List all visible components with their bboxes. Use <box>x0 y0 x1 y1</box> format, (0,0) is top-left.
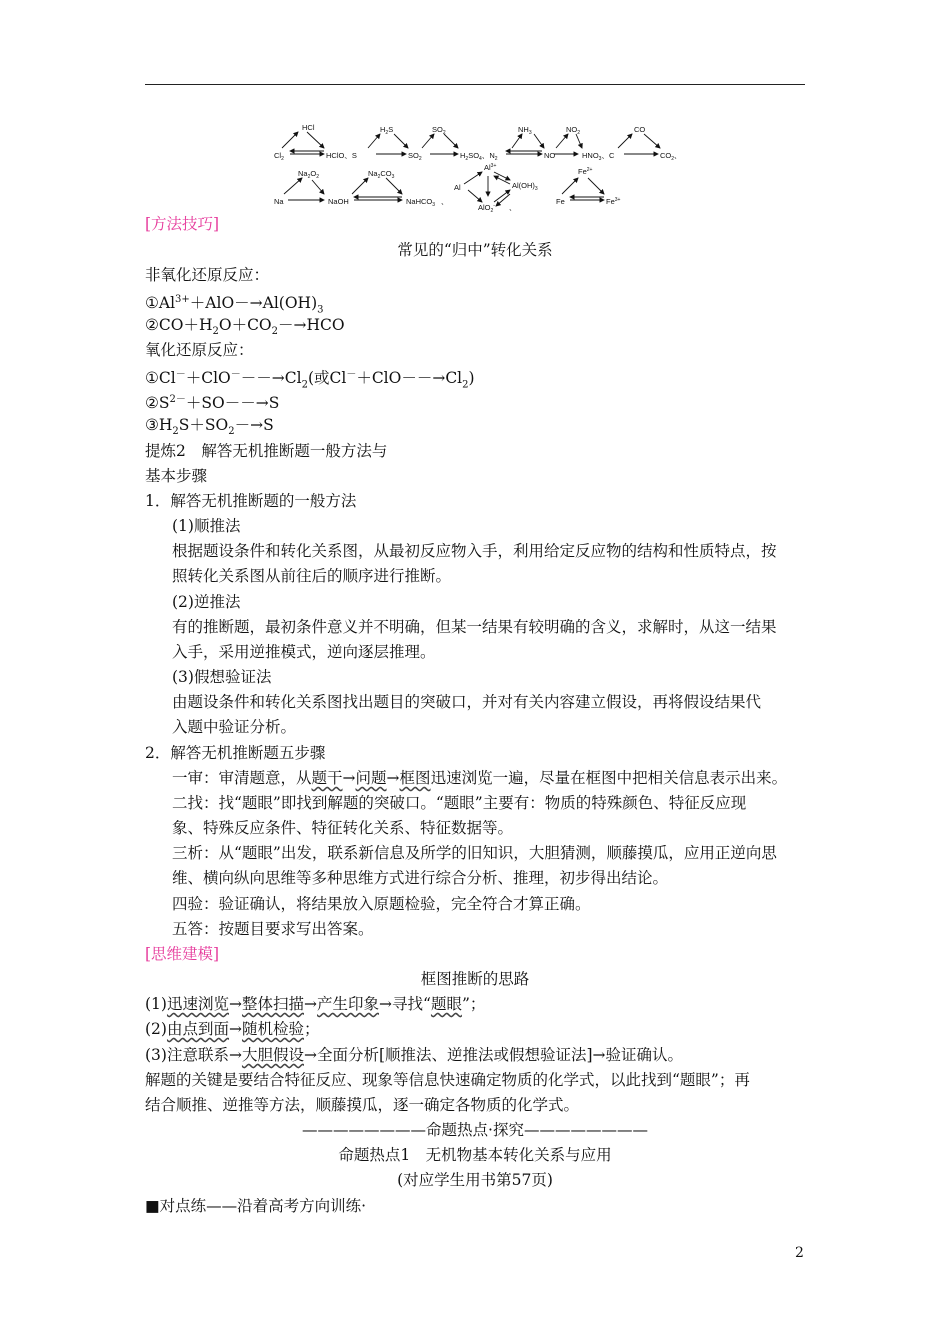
diagram-label: Al <box>454 183 461 192</box>
thinking-model-tag: [思维建模] <box>145 945 220 963</box>
diagram-label: $H_2SO_4$、$N_2$ <box>460 151 498 162</box>
diagram-label: $SO_2$ <box>408 151 422 162</box>
text-line: 提炼2 解答无机推断题一般方法与 <box>145 442 388 460</box>
diagram-label: HClO、S <box>326 151 357 160</box>
text-line: (2)由点到面→随机检验； <box>145 1020 320 1038</box>
diagram-label: $NH_3$ <box>518 125 532 136</box>
diagram-label: AlO$_2$- 、 <box>478 203 517 214</box>
text-line: ■对点练——沿着高考方向训练· <box>145 1197 367 1215</box>
equation-line: $②S^{2-}+SO--\to S$ <box>145 394 280 413</box>
diagram-label: Na <box>274 197 284 206</box>
text-line: 五答：按题目要求写出答案。 <box>172 920 374 938</box>
text-line: 结合顺推、逆推等方法，顺藤摸瓜，逐一确定各物质的化学式。 <box>145 1096 580 1114</box>
header-rule <box>145 84 805 85</box>
text-line: 三析：从“题眼”出发，联系新信息及所学的旧知识，大胆猜测，顺藤摸瓜，应用正逆向思 <box>172 844 777 862</box>
diagram-label: $SO_2$ <box>432 125 446 136</box>
text-line: (2)逆推法 <box>172 593 241 611</box>
text-line: 基本步骤 <box>145 467 208 485</box>
diagram-label: $Fe^{2+}$ <box>578 167 593 176</box>
text-line: (1)迅速浏览→整体扫描→产生印象→寻找“题眼”； <box>145 995 486 1013</box>
text-line: 根据题设条件和转化关系图，从最初反应物入手，利用给定反应物的结构和性质特点，按 <box>172 542 777 560</box>
text-line: 2．解答无机推断题五步骤 <box>145 744 326 762</box>
text-line: 非氧化还原反应： <box>145 266 270 284</box>
page-number: 2 <box>795 1245 804 1261</box>
diagram-label: $Al^{3+}$ <box>484 163 497 172</box>
text-line: 解题的关键是要结合特征反应、现象等信息快速确定物质的化学式，以此找到“题眼”；再 <box>145 1071 750 1089</box>
text-line: (1)顺推法 <box>172 517 241 535</box>
text-line: 维、横向纵向思维等多种思维方式进行综合分析、推理，初步得出结论。 <box>172 869 669 887</box>
book-reference: (对应学生用书第57页) <box>397 1171 553 1189</box>
diagram-label: NaOH <box>328 197 349 206</box>
equation-line: $①Cl^-+ClO^---\to Cl_2$(或$Cl^-+ClO--\to Cl_2$) <box>145 369 475 391</box>
text-line: 二找：找“题眼”即找到解题的突破口。“题眼”主要有：物质的特殊颜色、特征反应现 <box>172 794 747 812</box>
diagram-label: $Na_2CO_3$ <box>368 169 395 180</box>
text-line: 氧化还原反应： <box>145 341 254 359</box>
diagram-label: $Fe^{3+}$ <box>606 197 621 206</box>
diagram-label: CO <box>634 125 646 134</box>
text-line: 照转化关系图从前往后的顺序进行推断。 <box>172 567 452 585</box>
text-line: 1．解答无机推断题的一般方法 <box>145 492 357 510</box>
diagram-label: $Na_2O_2$ <box>298 169 319 180</box>
diagram-label: $Cl_2$ <box>274 151 284 162</box>
diagram-label: $HNO_3$、C <box>582 151 615 162</box>
equation-line: $①Al^{3+}+AlO-\to Al(OH)_3$ <box>145 294 324 316</box>
section-heading: 常见的“归中”转化关系 <box>397 241 553 259</box>
section-divider: ————————命题热点·探究———————— <box>302 1121 648 1139</box>
equation-line: $③H_2S+SO_2-\to S$ <box>145 416 274 438</box>
equation-line: $②CO+H_2O+CO_2-\to HCO$ <box>145 316 345 338</box>
diagram-label: $CO_2$、 <box>660 151 682 162</box>
diagram-label: $NO_2$ <box>566 125 581 136</box>
diagram-label: NaHCO$_3$ 、 <box>406 197 449 208</box>
diagram-label: NO <box>544 151 556 160</box>
method-tips-tag: [方法技巧] <box>145 215 220 233</box>
diagram-label: HCl <box>302 123 315 132</box>
section-heading: 命题热点1 无机物基本转化关系与应用 <box>338 1146 612 1164</box>
conversion-diagram <box>272 118 692 218</box>
text-line: 一审：审清题意，从题干→问题→框图迅速浏览一遍，尽量在框图中把相关信息表示出来。 <box>172 769 788 787</box>
text-line: (3)假想验证法 <box>172 668 272 686</box>
text-line: 四验：验证确认，将结果放入原题检验，完全符合才算正确。 <box>172 895 591 913</box>
text-line: (3)注意联系→大胆假设→全面分析[顺推法、逆推法或假想验证法]→验证确认。 <box>145 1046 684 1064</box>
diagram-label: $Al(OH)_3$ <box>512 181 538 192</box>
diagram-label: Fe <box>556 197 565 206</box>
section-heading: 框图推断的思路 <box>420 970 530 988</box>
text-line: 入手，采用逆推模式，逆向逐层推理。 <box>172 643 436 661</box>
text-line: 由题设条件和转化关系图找出题目的突破口，并对有关内容建立假设，再将假设结果代 <box>172 693 762 711</box>
text-line: 入题中验证分析。 <box>172 718 297 736</box>
text-line: 有的推断题，最初条件意义并不明确，但某一结果有较明确的含义，求解时，从这一结果 <box>172 618 777 636</box>
text-line: 象、特殊反应条件、特征转化关系、特征数据等。 <box>172 819 514 837</box>
diagram-label: $H_2S$ <box>380 125 394 136</box>
